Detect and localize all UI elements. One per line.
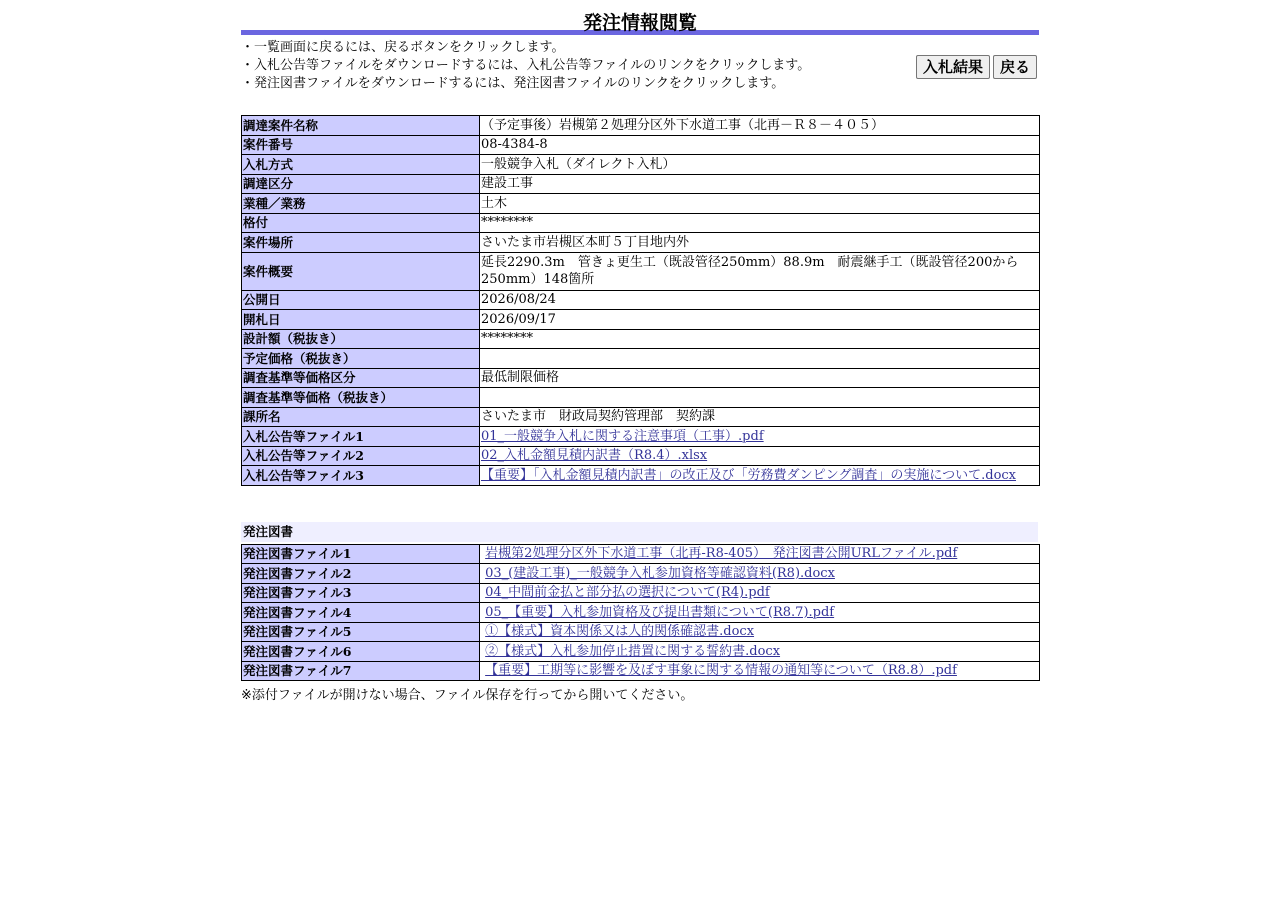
row-label: 調査基準等価格（税抜き） bbox=[242, 388, 480, 408]
file-label: 発注図書ファイル3 bbox=[242, 583, 480, 603]
row-label: 公開日 bbox=[242, 290, 480, 310]
drawing-file-link[interactable]: 04_中間前金払と部分払の選択について(R4).pdf bbox=[485, 585, 770, 601]
file-cell bbox=[480, 661, 1040, 681]
table-row bbox=[242, 368, 1040, 388]
table-row bbox=[242, 564, 1040, 584]
file-label: 発注図書ファイル2 bbox=[242, 564, 480, 584]
row-value: さいたま市 財政局契約管理部 契約課 bbox=[480, 407, 1040, 427]
row-value: ******** bbox=[480, 329, 1040, 349]
table-row bbox=[242, 290, 1040, 310]
row-value: 延長2290.3m 管きょ更生工（既設管径250mm）88.9m 耐震継手工（既設管径200から250mm）148箇所 bbox=[480, 252, 1040, 290]
table-row bbox=[242, 155, 1040, 175]
main-container bbox=[241, 0, 1039, 703]
notice-file-link[interactable]: 02_入札金額見積内訳書（R8.4）.xlsx bbox=[481, 448, 708, 464]
row-label: 案件番号 bbox=[242, 135, 480, 155]
file-cell bbox=[480, 642, 1040, 662]
row-label: 案件場所 bbox=[242, 233, 480, 253]
table-row bbox=[242, 388, 1040, 408]
table-row bbox=[242, 642, 1040, 662]
file-label: 発注図書ファイル1 bbox=[242, 544, 480, 564]
row-label: 設計額（税抜き） bbox=[242, 329, 480, 349]
drawings-table bbox=[241, 544, 1040, 682]
row-label: 調査基準等価格区分 bbox=[242, 368, 480, 388]
drawing-file-link[interactable]: 05_【重要】入札参加資格及び提出書類について(R8.7).pdf bbox=[485, 604, 835, 620]
table-row bbox=[242, 252, 1040, 290]
row-label: 開札日 bbox=[242, 310, 480, 330]
row-label: 調達区分 bbox=[242, 174, 480, 194]
row-value: 2026/09/17 bbox=[480, 310, 1040, 330]
file-cell bbox=[480, 583, 1040, 603]
row-label: 入札方式 bbox=[242, 155, 480, 175]
info-table bbox=[241, 115, 1040, 486]
row-value: ******** bbox=[480, 213, 1040, 233]
row-label: 案件概要 bbox=[242, 252, 480, 290]
instructions-area bbox=[241, 35, 1039, 115]
file-label: 発注図書ファイル5 bbox=[242, 622, 480, 642]
file-label: 発注図書ファイル6 bbox=[242, 642, 480, 662]
row-label: 予定価格（税抜き） bbox=[242, 349, 480, 369]
table-row bbox=[242, 466, 1040, 486]
drawing-file-link[interactable]: 【重要】工期等に影響を及ぼす事象に関する情報の通知等について（R8.8）.pdf bbox=[485, 663, 957, 679]
row-value: （予定事後）岩槻第２処理分区外下水道工事（北再－Ｒ８－４０５） bbox=[480, 116, 1040, 136]
row-label: 課所名 bbox=[242, 407, 480, 427]
table-row bbox=[242, 233, 1040, 253]
table-row bbox=[242, 446, 1040, 466]
file-label: 入札公告等ファイル3 bbox=[242, 466, 480, 486]
table-row bbox=[242, 622, 1040, 642]
table-row bbox=[242, 661, 1040, 681]
table-row bbox=[242, 135, 1040, 155]
row-value: さいたま市岩槻区本町５丁目地内外 bbox=[480, 233, 1040, 253]
row-label: 業種／業務 bbox=[242, 194, 480, 214]
table-row bbox=[242, 349, 1040, 369]
instruction-item: ・発注図書ファイルをダウンロードするには、発注図書ファイルのリンクをクリックします。 bbox=[241, 76, 785, 91]
table-row bbox=[242, 544, 1040, 564]
table-row bbox=[242, 174, 1040, 194]
row-value: 2026/08/24 bbox=[480, 290, 1040, 310]
table-row bbox=[242, 427, 1040, 447]
drawing-file-link[interactable]: ①【様式】資本関係又は人的関係確認書.docx bbox=[485, 624, 755, 640]
row-value bbox=[480, 388, 1040, 408]
table-row bbox=[242, 116, 1040, 136]
file-cell bbox=[480, 466, 1040, 486]
row-value: 最低制限価格 bbox=[480, 368, 1040, 388]
table-row bbox=[242, 603, 1040, 623]
back-button[interactable]: 戻る bbox=[993, 55, 1037, 79]
page-title: 発注情報閲覧 bbox=[582, 12, 697, 34]
file-label: 入札公告等ファイル1 bbox=[242, 427, 480, 447]
table-row bbox=[242, 407, 1040, 427]
table-row bbox=[242, 329, 1040, 349]
instruction-item: ・一覧画面に戻るには、戻るボタンをクリックします。 bbox=[241, 40, 565, 55]
table-row bbox=[242, 213, 1040, 233]
file-label: 発注図書ファイル7 bbox=[242, 661, 480, 681]
file-label: 入札公告等ファイル2 bbox=[242, 446, 480, 466]
row-value: 08-4384-8 bbox=[480, 135, 1040, 155]
drawings-section-heading: 発注図書 bbox=[241, 522, 1038, 542]
drawing-file-link[interactable]: 03_(建設工事)_一般競争入札参加資格等確認資料(R8).docx bbox=[485, 565, 835, 581]
file-cell bbox=[480, 603, 1040, 623]
file-cell bbox=[480, 544, 1040, 564]
row-value: 土木 bbox=[480, 194, 1040, 214]
notice-file-link[interactable]: 【重要】「入札金額見積内訳書」の改正及び「労務費ダンピング調査」の実施について.docx bbox=[481, 467, 1017, 483]
drawing-file-link[interactable]: ②【様式】入札参加停止措置に関する誓約書.docx bbox=[485, 643, 781, 659]
file-cell bbox=[480, 564, 1040, 584]
table-row bbox=[242, 583, 1040, 603]
file-cell bbox=[480, 446, 1040, 466]
row-label: 調達案件名称 bbox=[242, 116, 480, 136]
file-cell bbox=[480, 427, 1040, 447]
instruction-item: ・入札公告等ファイルをダウンロードするには、入札公告等ファイルのリンクをクリックします。 bbox=[241, 58, 811, 73]
table-row bbox=[242, 194, 1040, 214]
file-label: 発注図書ファイル4 bbox=[242, 603, 480, 623]
attachment-note: ※添付ファイルが開けない場合、ファイル保存を行ってから開いてください。 bbox=[241, 688, 694, 703]
row-value: 一般競争入札（ダイレクト入札） bbox=[480, 155, 1040, 175]
table-row bbox=[242, 310, 1040, 330]
row-value: 建設工事 bbox=[480, 174, 1040, 194]
row-label: 格付 bbox=[242, 213, 480, 233]
file-cell bbox=[480, 622, 1040, 642]
action-buttons bbox=[916, 55, 1037, 79]
notice-file-link[interactable]: 01_一般競争入札に関する注意事項（工事）.pdf bbox=[481, 428, 764, 444]
row-value bbox=[480, 349, 1040, 369]
drawing-file-link[interactable]: 岩槻第2処理分区外下水道工事（北再-R8-405） 発注図書公開URLファイル.pdf bbox=[485, 546, 958, 562]
bid-result-button[interactable]: 入札結果 bbox=[916, 55, 990, 79]
